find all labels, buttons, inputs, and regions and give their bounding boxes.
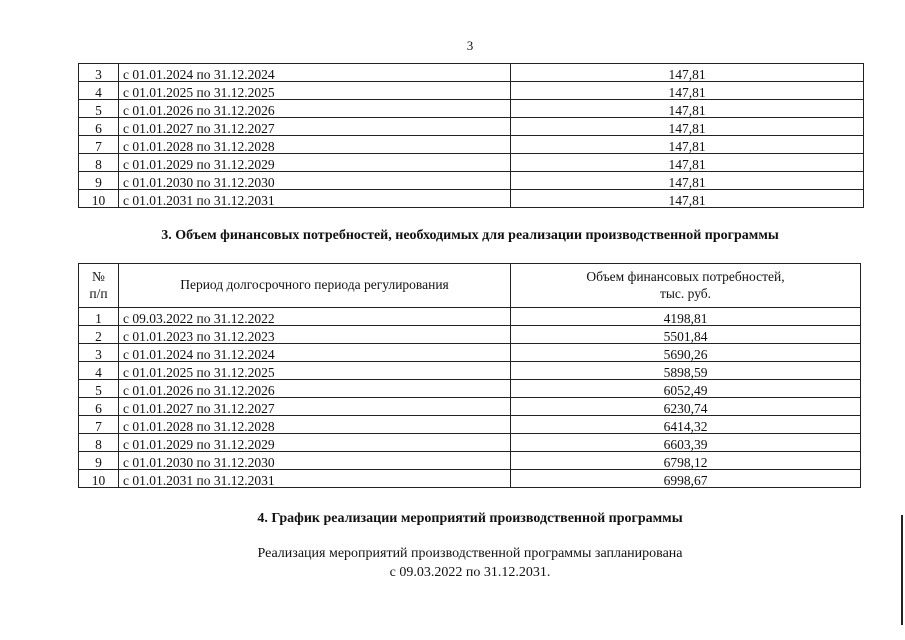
row-value: 147,81: [511, 172, 864, 190]
row-value: 147,81: [511, 118, 864, 136]
row-value: 147,81: [511, 100, 864, 118]
table-row: [79, 308, 861, 326]
row-number: 5: [79, 380, 119, 398]
table-row: [79, 154, 864, 172]
table-row: [79, 470, 861, 488]
row-value: 6414,32: [511, 416, 861, 434]
table-row: [79, 362, 861, 380]
row-value: 6798,12: [511, 452, 861, 470]
row-number: 1: [79, 308, 119, 326]
row-number: 7: [79, 416, 119, 434]
table-row: [79, 64, 864, 82]
row-period: с 01.01.2027 по 31.12.2027: [119, 118, 511, 136]
row-period: с 01.01.2023 по 31.12.2023: [119, 326, 511, 344]
table-row: [79, 326, 861, 344]
header-value: [511, 264, 861, 308]
header-value-line1: Объем финансовых потребностей,: [586, 268, 785, 284]
row-number: 10: [79, 190, 119, 208]
row-period: с 01.01.2029 по 31.12.2029: [119, 154, 511, 172]
row-period: с 01.01.2031 по 31.12.2031: [119, 470, 511, 488]
row-number: 4: [79, 362, 119, 380]
row-period: с 01.01.2028 по 31.12.2028: [119, 136, 511, 154]
table-row: [79, 416, 861, 434]
row-period: с 01.01.2025 по 31.12.2025: [119, 82, 511, 100]
row-value: 6052,49: [511, 380, 861, 398]
row-period: с 01.01.2025 по 31.12.2025: [119, 362, 511, 380]
row-number: 8: [79, 434, 119, 452]
row-period: с 09.03.2022 по 31.12.2022: [119, 308, 511, 326]
schedule-paragraph-line2: с 09.03.2022 по 31.12.2031.: [389, 564, 551, 580]
row-number: 7: [79, 136, 119, 154]
row-value: 6230,74: [511, 398, 861, 416]
row-value: 5898,59: [511, 362, 861, 380]
row-period: с 01.01.2030 по 31.12.2030: [119, 452, 511, 470]
row-number: 9: [79, 452, 119, 470]
row-number: 3: [79, 64, 119, 82]
table-row: [79, 172, 864, 190]
row-value: 147,81: [511, 154, 864, 172]
table-row: [79, 82, 864, 100]
header-value-line2: тыс. руб.: [659, 285, 712, 301]
table-row: [79, 380, 861, 398]
row-value: 6998,67: [511, 470, 861, 488]
header-number-line1: №: [92, 268, 105, 284]
row-period: с 01.01.2024 по 31.12.2024: [119, 64, 511, 82]
table-header-row: [79, 264, 861, 308]
row-number: 2: [79, 326, 119, 344]
row-value: 5501,84: [511, 326, 861, 344]
row-value: 147,81: [511, 136, 864, 154]
row-period: с 01.01.2027 по 31.12.2027: [119, 398, 511, 416]
row-period: с 01.01.2024 по 31.12.2024: [119, 344, 511, 362]
row-number: 3: [79, 344, 119, 362]
row-value: 4198,81: [511, 308, 861, 326]
schedule-paragraph-line1: Реализация мероприятий производственной программы запланирована: [257, 546, 683, 561]
table-row: [79, 190, 864, 208]
annual-values-table-continued: [78, 63, 864, 208]
table-row: [79, 118, 864, 136]
row-number: 6: [79, 118, 119, 136]
scan-edge-line: [901, 515, 903, 625]
table-row: [79, 398, 861, 416]
row-period: с 01.01.2026 по 31.12.2026: [119, 380, 511, 398]
table-row: [79, 344, 861, 362]
row-value: 6603,39: [511, 434, 861, 452]
row-period: с 01.01.2028 по 31.12.2028: [119, 416, 511, 434]
financial-needs-table: [78, 263, 861, 488]
row-number: 4: [79, 82, 119, 100]
row-value: 147,81: [511, 82, 864, 100]
row-period: с 01.01.2030 по 31.12.2030: [119, 172, 511, 190]
section-4-heading: 4. График реализации мероприятий производственной программы: [257, 511, 683, 526]
row-number: 5: [79, 100, 119, 118]
row-period: с 01.01.2029 по 31.12.2029: [119, 434, 511, 452]
row-value: 147,81: [511, 190, 864, 208]
header-number-line2: п/п: [89, 285, 108, 301]
row-number: 8: [79, 154, 119, 172]
table-row: [79, 434, 861, 452]
page-number: 3: [466, 38, 474, 53]
row-number: 10: [79, 470, 119, 488]
table-row: [79, 136, 864, 154]
section-3-heading: 3. Объем финансовых потребностей, необходимых для реализации производственной программы: [161, 228, 779, 243]
header-number: [79, 264, 119, 308]
header-period: Период долгосрочного периода регулирования: [119, 264, 511, 308]
row-number: 6: [79, 398, 119, 416]
row-value: 5690,26: [511, 344, 861, 362]
schedule-paragraph: [0, 545, 905, 583]
row-number: 9: [79, 172, 119, 190]
row-value: 147,81: [511, 64, 864, 82]
table-row: [79, 452, 861, 470]
row-period: с 01.01.2026 по 31.12.2026: [119, 100, 511, 118]
row-period: с 01.01.2031 по 31.12.2031: [119, 190, 511, 208]
table-row: [79, 100, 864, 118]
